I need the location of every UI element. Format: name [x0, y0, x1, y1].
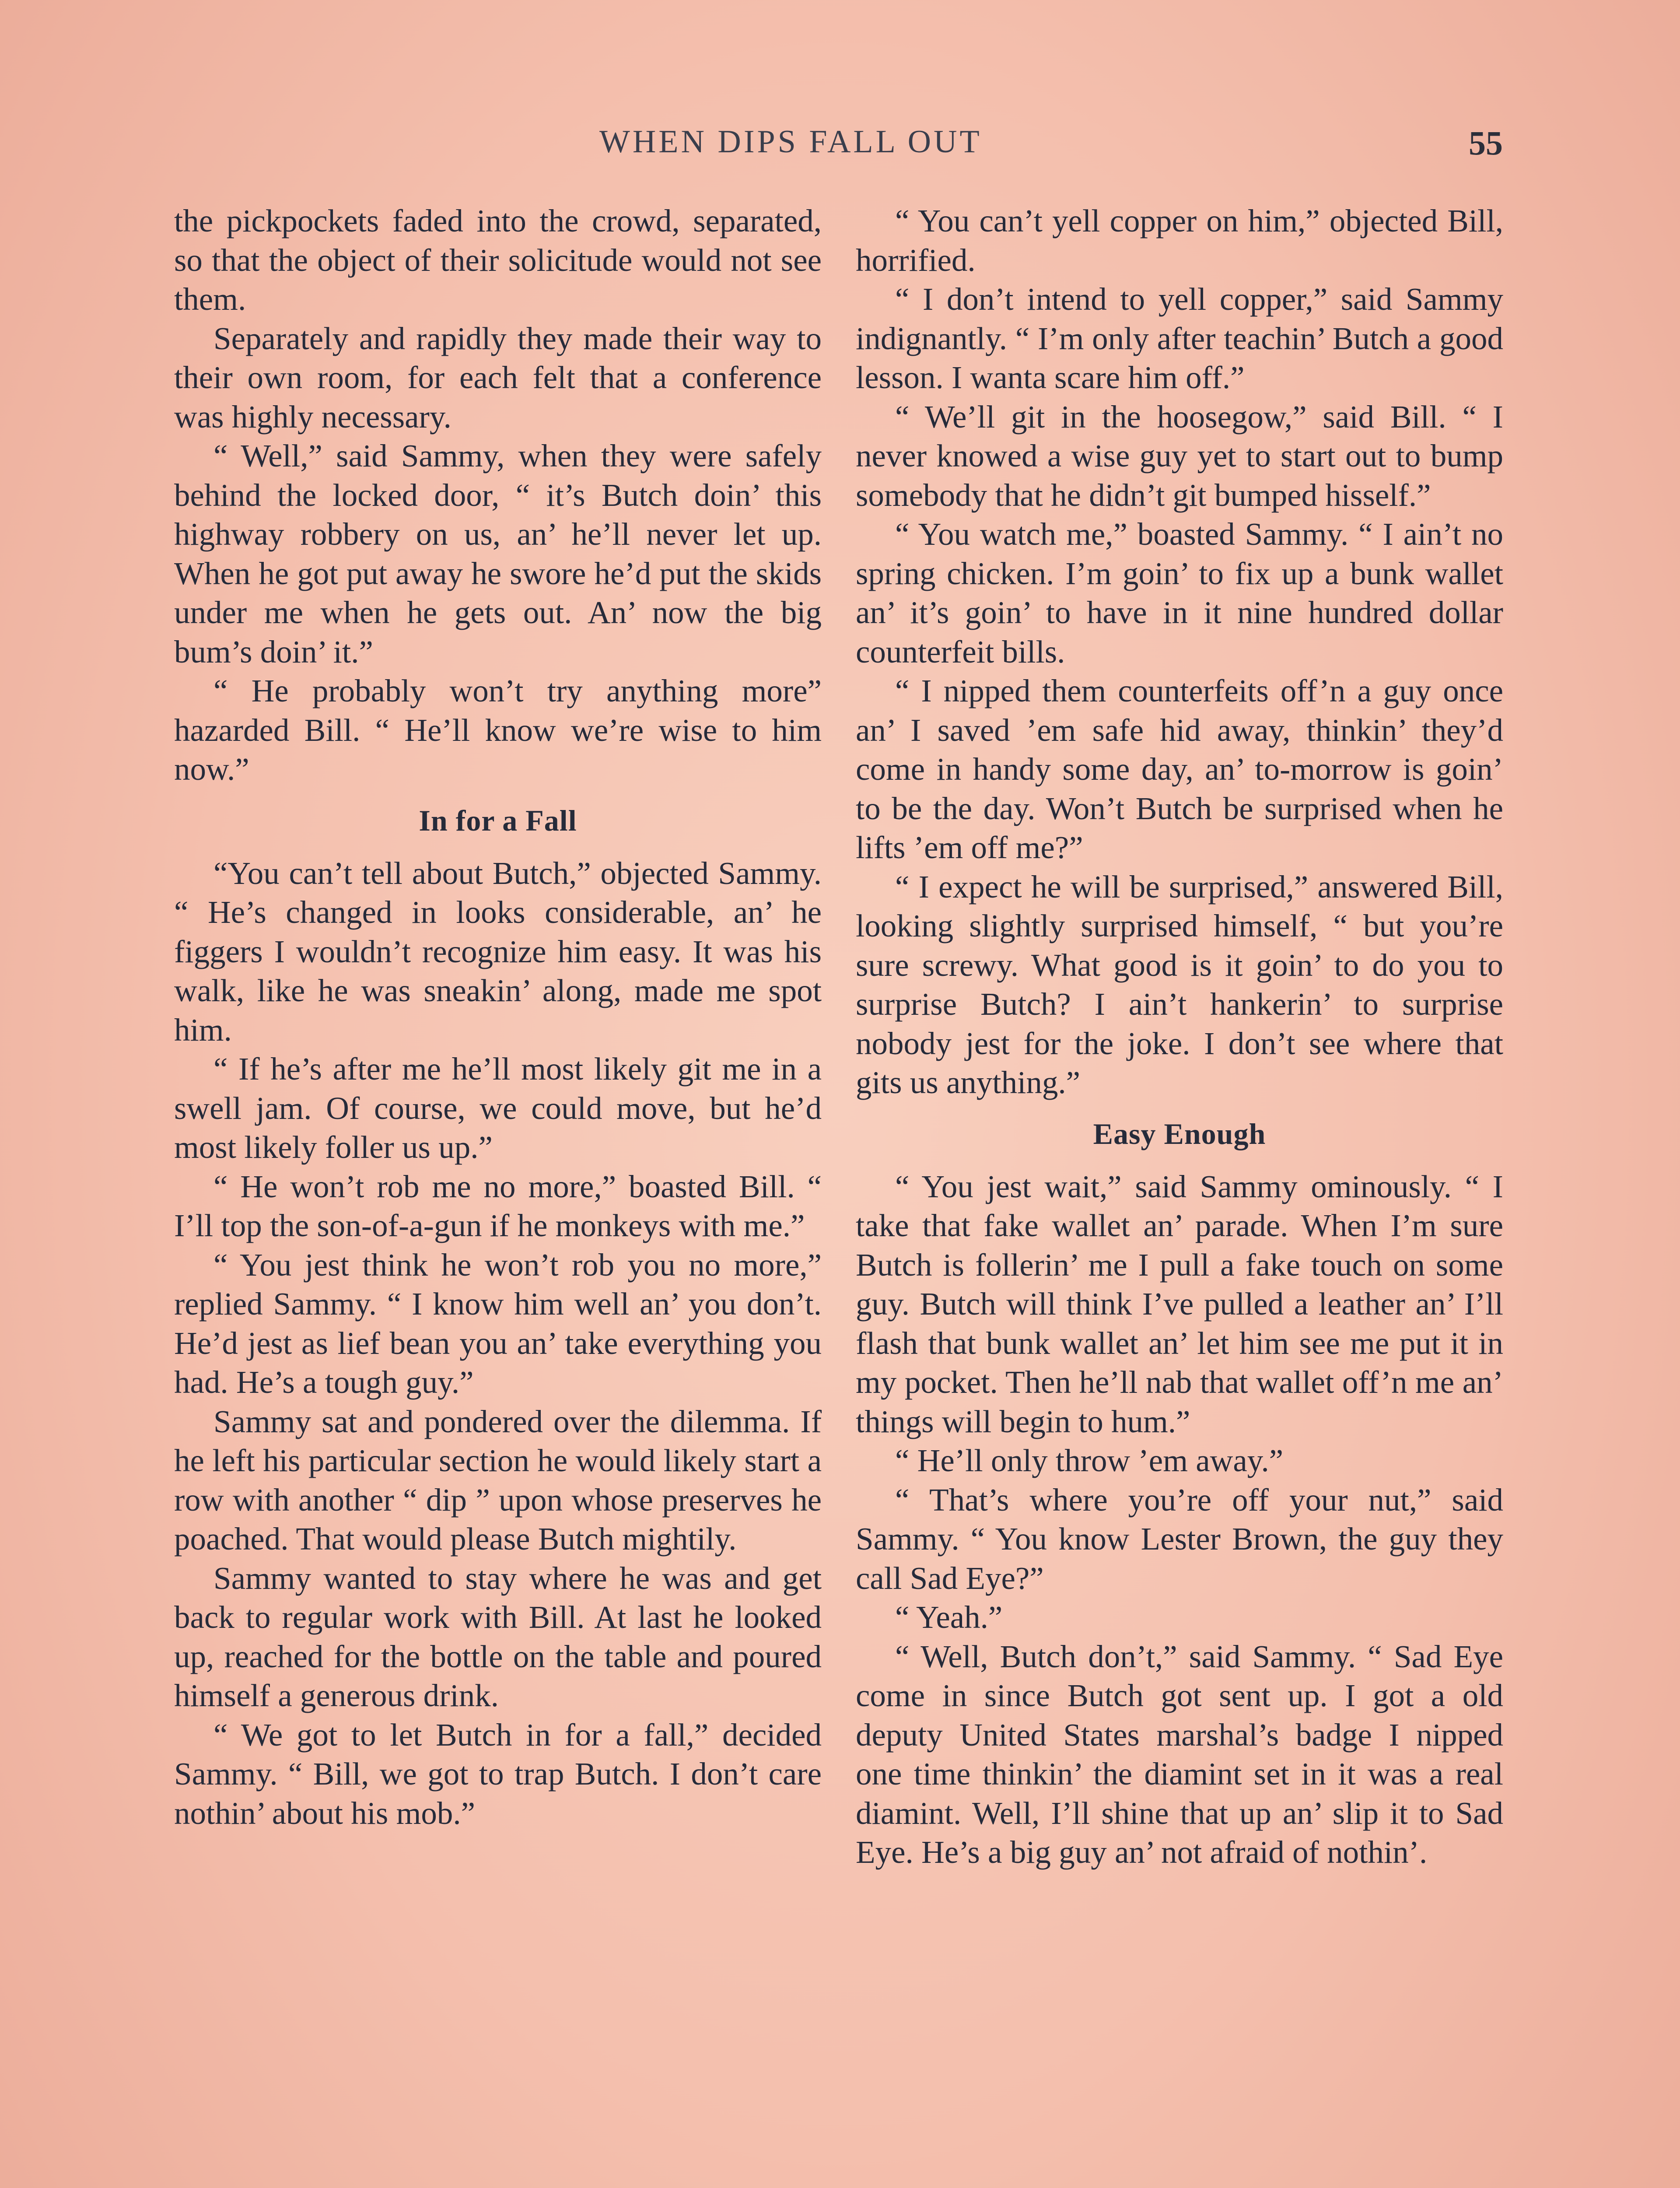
paragraph: “ Well, Butch don’t,” said Sammy. “ Sad Eye come in since Butch got sent up. I got a old deputy United States marshal’s badge I nipped one time thinkin’ the diamint set in it was a real diamint. Well, I’ll shine that up an’ slip it to Sad Eye. He’s a big guy an’ not afraid of nothin’.: [856, 1638, 1503, 1870]
paragraph: “ I expect he will be surprised,” answered Bill, looking slightly surprised himself, “ but you’re sure screwy. What good is it goin’ to do you to surprise Butch? I ain’t hankerin’ to surprise nobody jest for the joke. I don’t see where that gits us anything.”: [856, 869, 1503, 1100]
paragraph: “ I don’t intend to yell copper,” said Sammy indignantly. “ I’m only after teachin’ Butch a good lesson. I wanta scare him off.”: [856, 281, 1503, 395]
paragraph: the pickpockets faded into the crowd, separated, so that the object of their solicitude would not see them.: [174, 203, 822, 317]
running-title: WHEN DIPS FALL OUT: [599, 124, 982, 160]
paragraph: “You can’t tell about Butch,” objected Sammy. “ He’s changed in looks considerable, an’ he figgers I wouldn’t recognize him easy. It was his walk, like he was sneakin’ along, made me spot him.: [174, 855, 822, 1048]
paragraph: “ Yeah.”: [895, 1599, 1003, 1635]
section-heading: Easy Enough: [1093, 1117, 1266, 1150]
right-column: [856, 201, 1503, 1872]
page-number: 55: [1469, 124, 1503, 162]
section-heading: In for a Fall: [419, 803, 577, 837]
paragraph: “ We’ll git in the hoosegow,” said Bill. “ I never knowed a wise guy yet to start out to bump somebody that he didn’t git bumped hisself.”: [856, 399, 1503, 513]
paragraph: Separately and rapidly they made their way to their own room, for each felt that a conference was highly necessary.: [174, 320, 822, 435]
running-head: [0, 123, 1680, 167]
paragraph: “ We got to let Butch in for a fall,” decided Sammy. “ Bill, we got to trap Butch. I don’t care nothin’ about his mob.”: [174, 1717, 822, 1831]
paragraph: “ He’ll only throw ’em away.”: [895, 1443, 1284, 1478]
paragraph: “ I nipped them counterfeits off’n a guy once an’ I saved ’em safe hid away, thinkin’ they’d come in handy some day, an’ to-morrow is goin’ to be the day. Won’t Butch be surprised when he lifts ’em off me?”: [856, 673, 1503, 865]
paragraph: “ That’s where you’re off your nut,” said Sammy. “ You know Lester Brown, the guy they call Sad Eye?”: [856, 1482, 1503, 1596]
paragraph: “ You can’t yell copper on him,” objected Bill, horrified.: [856, 203, 1503, 278]
paragraph: “ You jest wait,” said Sammy ominously. “ I take that fake wallet an’ parade. When I’m sure Butch is follerin’ me I pull a fake touch on some guy. Butch will think I’ve pulled a leather an’ I’ll flash that bunk wallet an’ let him see me put it in my pocket. Then he’ll nab that wallet off’n me an’ things will begin to hum.”: [856, 1168, 1503, 1439]
paragraph: “ Well,” said Sammy, when they were safely behind the locked door, “ it’s Butch doin’ this highway robbery on us, an’ he’ll never let up. When he got put away he swore he’d put the skids under me when he gets out. An’ now the big bum’s doin’ it.”: [174, 438, 822, 670]
paragraph: “ He probably won’t try anything more” hazarded Bill. “ He’ll know we’re wise to him now.”: [174, 673, 822, 787]
paragraph: Sammy wanted to stay where he was and get back to regular work with Bill. At last he looked up, reached for the bottle on the table and poured himself a generous drink.: [174, 1560, 822, 1713]
paragraph: Sammy sat and pondered over the dilemma. If he left his particular section he would likely start a row with another “ dip ” upon whose preserves he poached. That would please Butch mightily.: [174, 1403, 822, 1557]
paragraph: “ If he’s after me he’ll most likely git me in a swell jam. Of course, we could move, but he’d most likely foller us up.”: [174, 1051, 822, 1165]
paragraph: “ You watch me,” boasted Sammy. “ I ain’t no spring chicken. I’m goin’ to fix up a bunk wallet an’ it’s goin’ to have in it nine hundred dollar counterfeit bills.: [856, 516, 1503, 670]
paragraph: “ He won’t rob me no more,” boasted Bill. “ I’ll top the son-of-a-gun if he monkeys with me.”: [174, 1168, 822, 1243]
paragraph: “ You jest think he won’t rob you no more,” replied Sammy. “ I know him well an’ you don’t. He’d jest as lief bean you an’ take everything you had. He’s a tough guy.”: [174, 1247, 822, 1400]
left-column: [174, 201, 822, 1833]
